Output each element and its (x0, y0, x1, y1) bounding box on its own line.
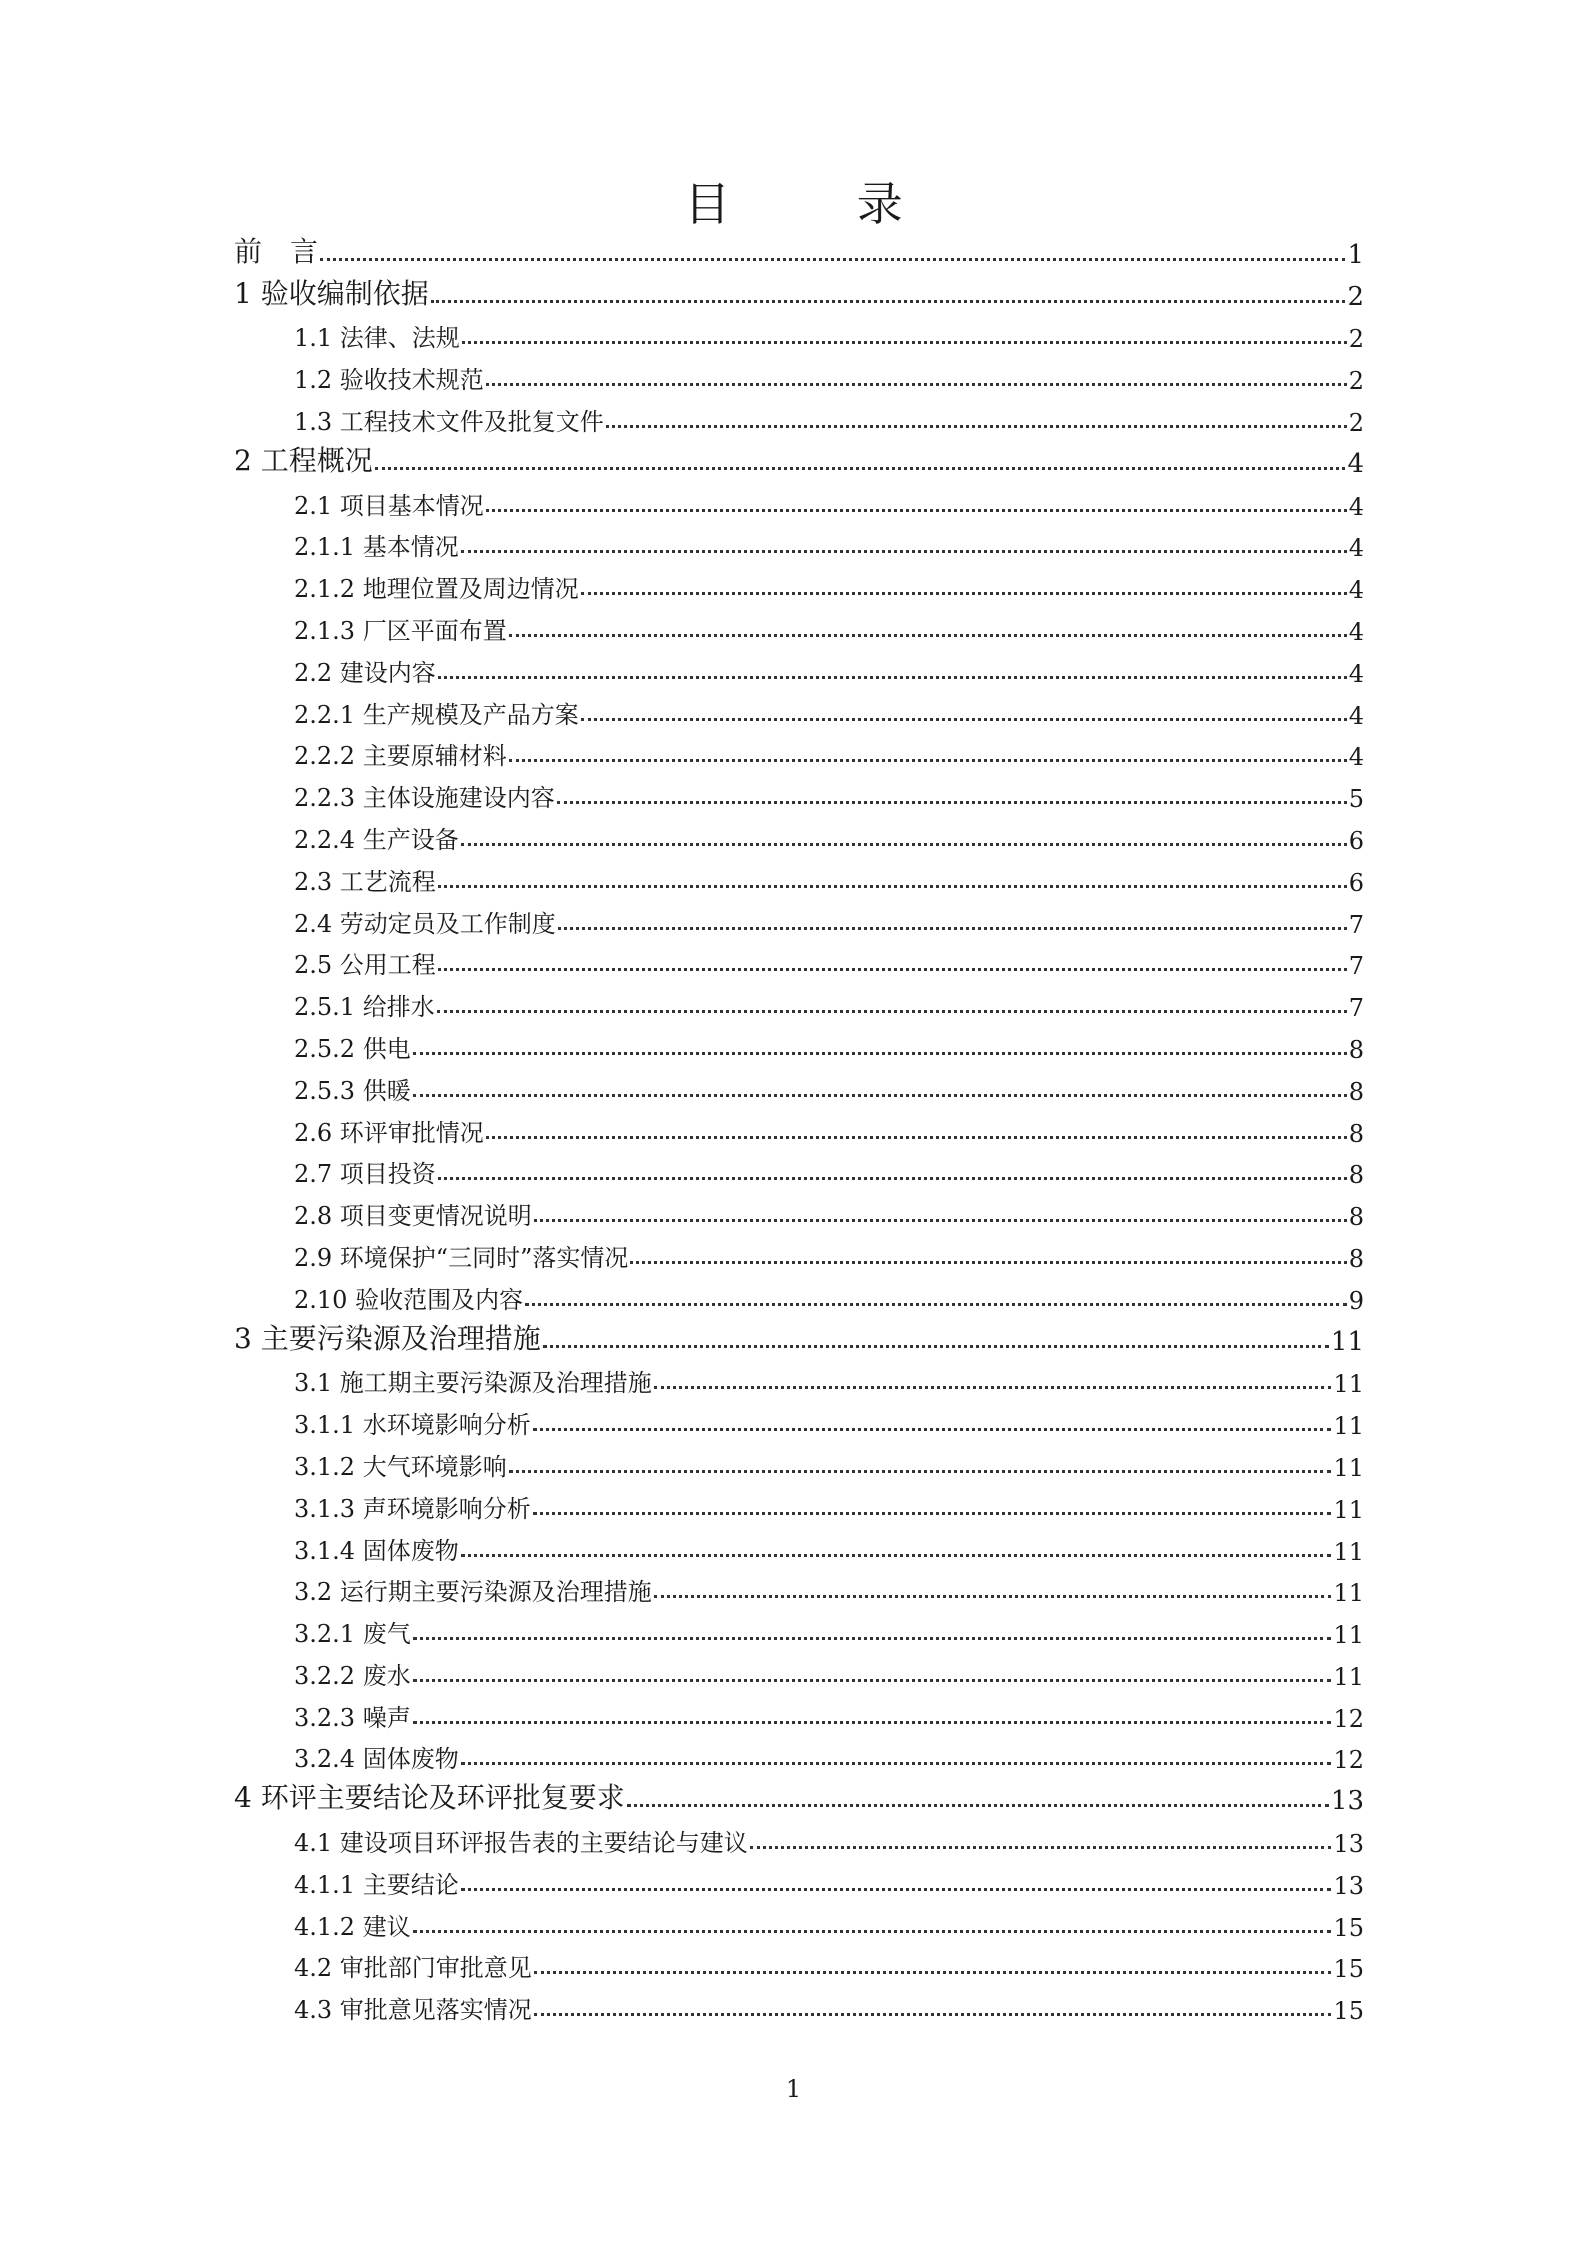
toc-entry[interactable] (234, 1440, 1364, 1482)
toc-entry-label: 2.7 项目投资 (294, 1160, 436, 1189)
dot-leader (557, 801, 1347, 804)
toc-entry[interactable] (234, 1022, 1364, 1064)
toc-entry-label: 1 验收编制依据 (234, 276, 429, 310)
dot-leader (486, 1136, 1347, 1139)
dot-leader (461, 1888, 1332, 1891)
dot-leader (437, 1010, 1347, 1013)
dot-leader (486, 509, 1347, 512)
dot-leader (509, 1470, 1332, 1473)
dot-leader (750, 1846, 1332, 1849)
toc-entry-page-number: 2 (1347, 281, 1364, 312)
toc-entry-page-number: 11 (1333, 1453, 1364, 1482)
toc-entry-label: 3.1.4 固体废物 (294, 1536, 459, 1565)
toc-entry-page-number: 6 (1348, 868, 1364, 897)
toc-entry[interactable] (234, 562, 1364, 604)
toc-entry-label: 1.3 工程技术文件及批复文件 (294, 407, 604, 436)
dot-leader (413, 1930, 1332, 1933)
toc-entry-page-number: 11 (1333, 1621, 1364, 1650)
toc-entry-label: 3.2.3 噪声 (294, 1703, 411, 1732)
toc-entry-page-number: 4 (1347, 448, 1364, 479)
toc-entry-label: 2.2.1 生产规模及产品方案 (294, 700, 579, 729)
dot-leader (438, 968, 1347, 971)
toc-entry-page-number: 12 (1333, 1704, 1364, 1733)
toc-entry[interactable] (234, 1315, 1364, 1357)
toc-entry-label: 2.5.2 供电 (294, 1034, 411, 1063)
dot-leader (438, 885, 1347, 888)
toc-entry-page-number: 4 (1348, 576, 1364, 605)
toc-entry-label: 2.8 项目变更情况说明 (294, 1202, 532, 1231)
toc-entry-page-number: 8 (1348, 1077, 1364, 1106)
toc-entry-label: 4.2 审批部门审批意见 (294, 1954, 532, 1983)
toc-entry-page-number: 8 (1348, 1244, 1364, 1273)
dot-leader (461, 1762, 1332, 1765)
toc-entry-label: 1.2 验收技术规范 (294, 366, 484, 395)
dot-leader (413, 1052, 1347, 1055)
table-of-contents (234, 228, 1364, 2025)
dot-leader (509, 634, 1347, 637)
toc-entry[interactable] (234, 980, 1364, 1022)
toc-entry-label: 2.5.3 供暖 (294, 1076, 411, 1105)
dot-leader (627, 1804, 1329, 1807)
toc-entry-label: 2.2.2 主要原辅材料 (294, 742, 507, 771)
toc-entry[interactable] (234, 437, 1364, 479)
toc-entry-label: 2.2.4 生产设备 (294, 825, 459, 854)
toc-entry-page-number: 2 (1348, 408, 1364, 437)
dot-leader (534, 1219, 1347, 1222)
toc-entry[interactable] (234, 1106, 1364, 1148)
toc-entry-page-number: 15 (1333, 1997, 1364, 2026)
toc-entry-label: 2.5.1 给排水 (294, 993, 435, 1022)
toc-entry-label: 3.1.3 声环境影响分析 (294, 1494, 531, 1523)
toc-entry-label: 3.2.2 废水 (294, 1661, 411, 1690)
dot-leader (413, 1679, 1332, 1682)
toc-entry[interactable] (234, 1733, 1364, 1775)
toc-entry-label: 3 主要污染源及治理措施 (234, 1321, 541, 1355)
toc-entry-label: 2.4 劳动定员及工作制度 (294, 909, 556, 938)
toc-entry-page-number: 11 (1333, 1412, 1364, 1441)
toc-entry-label: 4 环评主要结论及环评批复要求 (234, 1781, 625, 1815)
dot-leader (413, 1721, 1332, 1724)
toc-entry-label: 2.1.3 厂区平面布置 (294, 616, 507, 645)
toc-entry-page-number: 8 (1348, 1035, 1364, 1064)
dot-leader (606, 425, 1347, 428)
toc-entry-label: 2.2 建设内容 (294, 658, 436, 687)
dot-leader (654, 1595, 1332, 1598)
toc-entry-label: 2.1.1 基本情况 (294, 533, 459, 562)
toc-entry-page-number: 7 (1348, 994, 1364, 1023)
dot-leader (534, 1971, 1332, 1974)
toc-entry-label: 4.1.2 建议 (294, 1912, 411, 1941)
toc-entry-page-number: 8 (1348, 1203, 1364, 1232)
dot-leader (581, 718, 1347, 721)
dot-leader (413, 1637, 1332, 1640)
toc-entry-label: 1.1 法律、法规 (294, 324, 460, 353)
dot-leader (438, 676, 1347, 679)
toc-entry-page-number: 13 (1330, 1786, 1364, 1817)
dot-leader (375, 467, 1346, 470)
page-title: 目 录 (684, 177, 959, 231)
toc-entry-page-number: 4 (1348, 701, 1364, 730)
dot-leader (461, 550, 1347, 553)
toc-entry[interactable] (234, 1858, 1364, 1900)
toc-entry-label: 2.10 验收范围及内容 (294, 1285, 524, 1314)
toc-entry-label: 2.9 环境保护“三同时”落实情况 (294, 1243, 629, 1272)
toc-entry-page-number: 2 (1348, 325, 1364, 354)
toc-entry-label: 3.2 运行期主要污染源及治理措施 (294, 1578, 652, 1607)
toc-entry-page-number: 6 (1348, 826, 1364, 855)
toc-entry[interactable] (234, 1398, 1364, 1440)
toc-entry[interactable] (234, 855, 1364, 897)
dot-leader (630, 1261, 1346, 1264)
toc-entry[interactable] (234, 521, 1364, 563)
toc-entry[interactable] (234, 1942, 1364, 1984)
dot-leader (543, 1345, 1329, 1348)
toc-entry[interactable] (234, 1064, 1364, 1106)
toc-entry-label: 2 工程概况 (234, 443, 373, 477)
toc-entry-label: 2.6 环评审批情况 (294, 1118, 484, 1147)
toc-entry[interactable] (234, 312, 1364, 354)
toc-entry[interactable] (234, 1566, 1364, 1608)
toc-entry-label: 3.2.1 废气 (294, 1620, 411, 1649)
dot-leader (525, 1303, 1347, 1306)
toc-entry[interactable] (234, 479, 1364, 521)
toc-entry-page-number: 15 (1333, 1955, 1364, 1984)
dot-leader (431, 300, 1346, 303)
dot-leader (486, 383, 1347, 386)
toc-entry-label: 3.1 施工期主要污染源及治理措施 (294, 1369, 652, 1398)
dot-leader (534, 2013, 1332, 2016)
toc-entry-label: 3.1.1 水环境影响分析 (294, 1411, 531, 1440)
toc-entry[interactable] (234, 771, 1364, 813)
toc-entry-page-number: 13 (1333, 1830, 1364, 1859)
dot-leader (558, 927, 1347, 930)
toc-entry[interactable] (234, 646, 1364, 688)
toc-entry-label: 3.1.2 大气环境影响 (294, 1452, 507, 1481)
toc-entry-page-number: 11 (1333, 1579, 1364, 1608)
toc-entry[interactable] (234, 353, 1364, 395)
toc-entry[interactable] (234, 1607, 1364, 1649)
toc-entry[interactable] (234, 688, 1364, 730)
toc-entry[interactable] (234, 813, 1364, 855)
toc-entry-label: 2.3 工艺流程 (294, 867, 436, 896)
dot-leader (413, 1094, 1347, 1097)
toc-entry-label: 前 言 (234, 234, 319, 268)
page-number: 1 (785, 2075, 802, 2103)
toc-entry[interactable] (234, 604, 1364, 646)
toc-entry[interactable] (234, 1357, 1364, 1399)
toc-entry-page-number: 11 (1333, 1662, 1364, 1691)
toc-entry-page-number: 4 (1348, 534, 1364, 563)
toc-entry[interactable] (234, 1774, 1364, 1816)
dot-leader (581, 592, 1347, 595)
dot-leader (533, 1428, 1332, 1431)
dot-leader (654, 1386, 1332, 1389)
toc-entry-page-number: 11 (1333, 1370, 1364, 1399)
toc-entry-page-number: 8 (1348, 1119, 1364, 1148)
toc-entry[interactable] (234, 1900, 1364, 1942)
toc-entry-label: 4.3 审批意见落实情况 (294, 1996, 532, 2025)
dot-leader (320, 258, 1345, 261)
toc-entry[interactable] (234, 897, 1364, 939)
dot-leader (461, 1554, 1332, 1557)
toc-entry-page-number: 4 (1348, 617, 1364, 646)
toc-entry[interactable] (234, 1273, 1364, 1315)
toc-entry-page-number: 11 (1333, 1537, 1364, 1566)
toc-entry-label: 2.5 公用工程 (294, 951, 436, 980)
toc-entry[interactable] (234, 1983, 1364, 2025)
dot-leader (461, 843, 1347, 846)
toc-entry[interactable] (234, 1816, 1364, 1858)
dot-leader (533, 1512, 1332, 1515)
toc-entry[interactable] (234, 270, 1364, 312)
toc-entry[interactable] (234, 1691, 1364, 1733)
toc-entry[interactable] (234, 395, 1364, 437)
toc-entry-label: 2.2.3 主体设施建设内容 (294, 784, 555, 813)
toc-entry-page-number: 11 (1333, 1495, 1364, 1524)
toc-entry-label: 4.1.1 主要结论 (294, 1870, 459, 1899)
toc-entry-page-number: 1 (1347, 239, 1364, 270)
toc-entry-label: 4.1 建设项目环评报告表的主要结论与建议 (294, 1829, 748, 1858)
toc-entry-page-number: 13 (1333, 1871, 1364, 1900)
toc-entry[interactable] (234, 1148, 1364, 1190)
toc-entry-label: 3.2.4 固体废物 (294, 1745, 459, 1774)
toc-entry[interactable] (234, 1524, 1364, 1566)
toc-entry-page-number: 8 (1348, 1161, 1364, 1190)
toc-entry[interactable] (234, 1231, 1364, 1273)
toc-entry-page-number: 11 (1330, 1326, 1364, 1357)
dot-leader (509, 759, 1347, 762)
toc-entry-page-number: 9 (1348, 1286, 1364, 1315)
toc-entry-label: 2.1.2 地理位置及周边情况 (294, 575, 579, 604)
toc-entry-label: 2.1 项目基本情况 (294, 491, 484, 520)
dot-leader (462, 341, 1347, 344)
dot-leader (438, 1177, 1347, 1180)
toc-entry-page-number: 4 (1348, 659, 1364, 688)
toc-entry[interactable] (234, 1189, 1364, 1231)
toc-entry[interactable] (234, 939, 1364, 981)
toc-entry[interactable] (234, 730, 1364, 772)
toc-entry-page-number: 4 (1348, 492, 1364, 521)
toc-entry[interactable] (234, 1649, 1364, 1691)
toc-entry[interactable] (234, 1482, 1364, 1524)
toc-entry-page-number: 2 (1348, 367, 1364, 396)
toc-entry-page-number: 12 (1333, 1746, 1364, 1775)
toc-entry-page-number: 7 (1348, 910, 1364, 939)
toc-entry-page-number: 4 (1348, 743, 1364, 772)
toc-entry-page-number: 5 (1348, 785, 1364, 814)
toc-entry-page-number: 15 (1333, 1913, 1364, 1942)
toc-entry-page-number: 7 (1348, 952, 1364, 981)
toc-entry[interactable] (234, 228, 1364, 270)
